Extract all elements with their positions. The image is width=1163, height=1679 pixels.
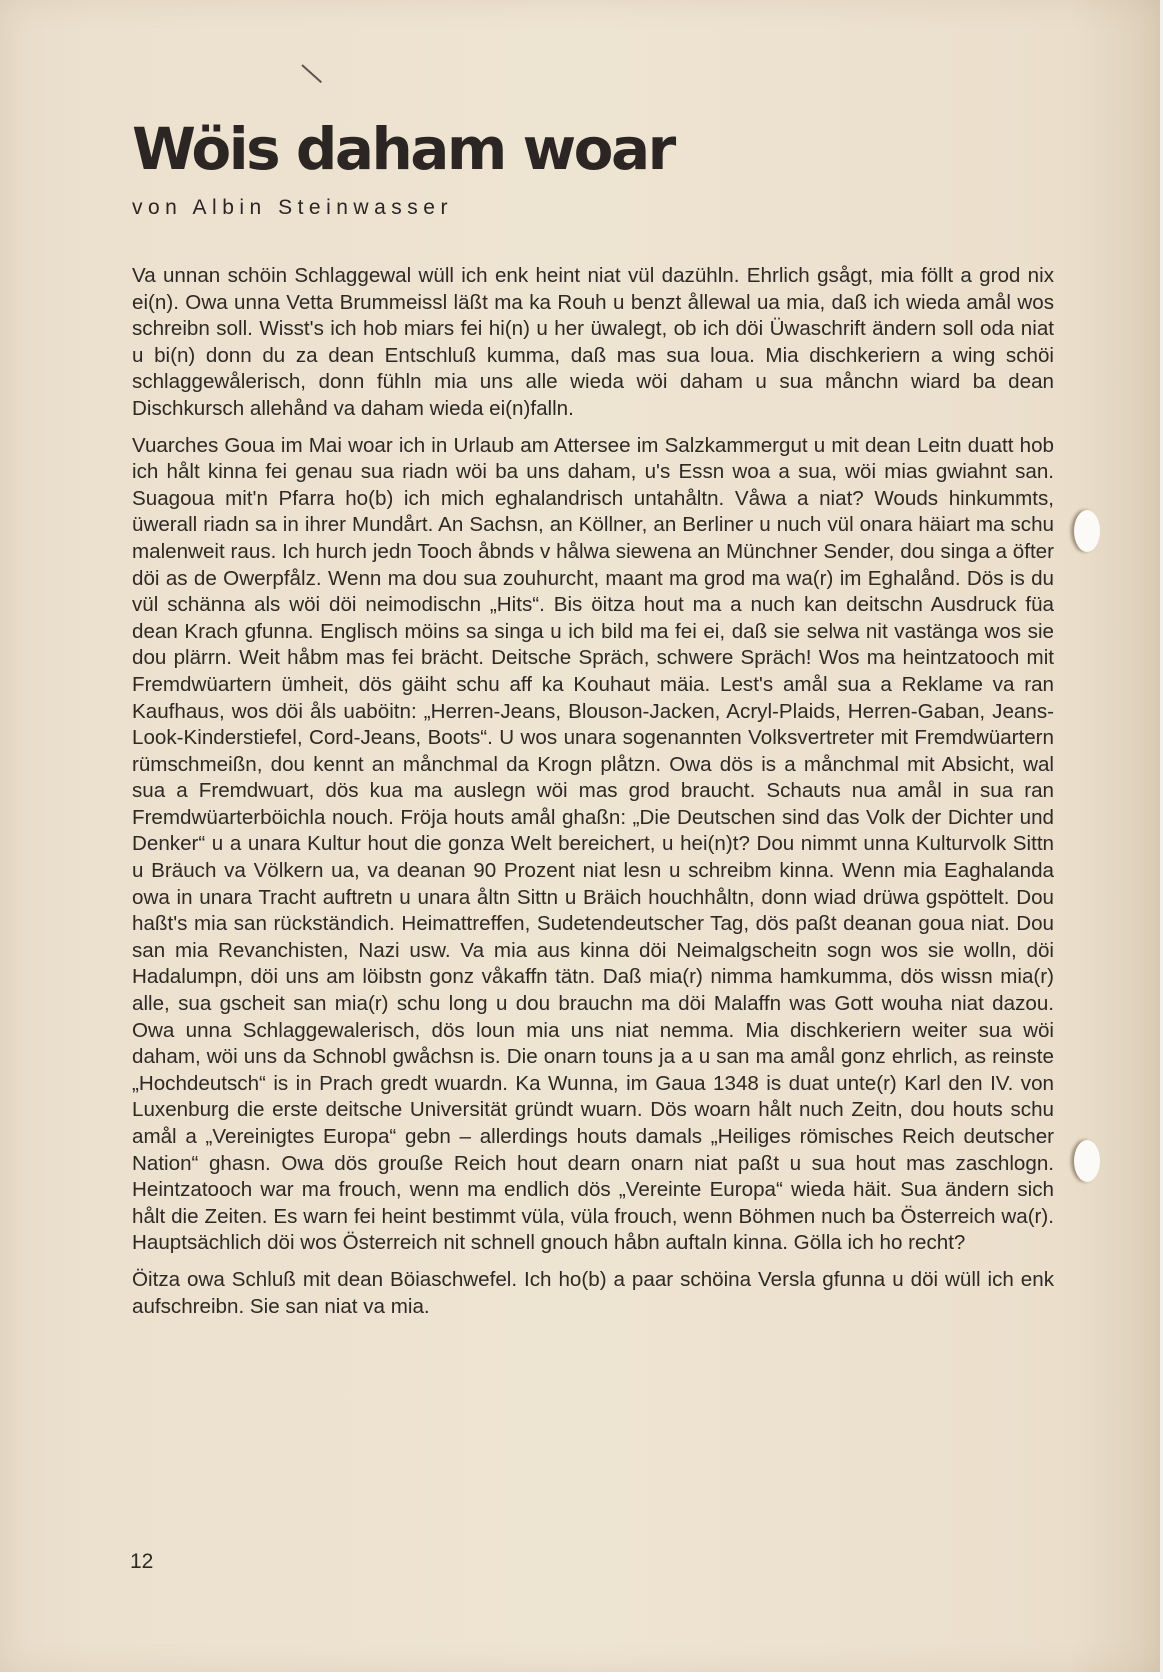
- article-body: [132, 263, 1054, 1330]
- punch-hole-bottom: [1074, 1140, 1100, 1182]
- paragraph-1: Va unnan schöin Schlaggewal wüll ich enk heint niat vül dazühln. Ehrlich gsågt, mia föllt a grod nix ei(n). Owa unna Vetta Brummeissl läßt ma ka Rouh u benzt ållewal ua mia, daß ich wieda amål wos schreibn soll. Wisst's ich hob miars fei hi(n) u her üwalegt, ob ich döi Üwaschrift ändern soll oda niat u bi(n) donn du za dean Entschluß kumma, daß mas sua loua. Mia dischkeriern a wing schöi schlaggewålerisch, donn fühln mia uns alle wieda wöi daham u sua månchn wiard ba dean Dischkursch allehånd va daham wieda ei(n)falln.: [132, 264, 1054, 420]
- paragraph-2: Vuarches Goua im Mai woar ich in Urlaub am Attersee im Salzkammergut u mit dean Leitn duatt hob ich hålt kinna fei genau sua riadn wöi ba uns daham, u's Essn woa a sua, wöi mias gwiahnt san. Suagoua mit'n Pfarra ho(b) ich mich eghalandrisch untahåltn. Våwa a niat? Wouds hinkummts, üwerall riadn sa in ihrer Mundårt. An Sachsn, an Köllner, an Berliner u nuch vül onara häiart ma schu malenweit raus. Ich hurch jedn Tooch åbnds v hålwa siewena an Münchner Sender, dou singa a öfter döi as de Owerpfålz. Wenn ma dou sua zouhurcht, maant ma grod ma wa(r) im Eghalånd. Dös is du vül schänna als wöi döi neimodischn „Hits“. Bis öitza hout ma a nuch kan deitschn Ausdruck füa dean Krach gfunna. Englisch möins sa singa u ich bild ma fei ei, daß sie selwa nit vastänga wos sie dou plärrn. Weit håbm mas fei brächt. Deitsche Spräch, schwere Spräch! Wos ma heintzatooch mit Fremdwüartern ümheit, dös gäiht schu aff ka Kouhaut mäia. Lest's amål sua a Reklame va ran Kaufhaus, wos döi åls uaböitn: „Herren-Jeans, Blouson-Jacken, Acryl-Plaids, Herren-Gaban, Jeans-Look-Kinderstiefel, Cord-Jeans, Boots“. U wos unara sogenannten Volksvertreter mit Fremdwüartern rümschmeißn, dou kennt an månchmal da Krogn plåtzn. Owa dös is a månchmal mit Absicht, wal sua a Fremdwuart, dös kua ma auslegn wöi mas grod braucht. Schauts nua amål in sua ran Fremdwüarterböichla nouch. Fröja houts amål ghaßn: „Die Deutschen sind das Volk der Dichter und Denker“ u a unara Kultur hout die gonza Welt bereichert, u hei(n)t? Dou nimmt unna Kulturvolk Sittn u Bräuch va Völkern ua, va deanan 90 Prozent niat lesn u schreibm kinna. Wenn mia Eaghalanda owa in unara Tracht auftretn u unara åltn Sittn u Bräich houchhåltn, donn wiad drüwa gspöttelt. Dou haßt's mia san rückständich. Heimattreffen, Sudetendeutscher Tag, dös paßt deanan goua niat. Dou san mia Revanchisten, Nazi usw. Va mia aus kinna döi Neimalgscheitn sogn wos sie wolln, döi Hadalumpn, döi uns am löibstn gonz våkaffn tätn. Daß mia(r) nimma hamkumma, dös wissn mia(r) alle, sua gscheit san mia(r) schu long u dou brauchn ma döi Malaffn was Gott wouha niat dazou. Owa unna Schlaggewalerisch, dös loun mia uns niat nemma. Mia dischkeriern weiter sua wöi daham, wöi uns da Schnobl gwåchsn is. Die onarn touns ja a u san ma amål gonz ehrlich, as reinste „Hochdeutsch“ is in Prach gredt wuardn. Ka Wunna, im Gaua 1348 is duat unte(r) Karl den IV. von Luxenburg die erste deitsche Universität gründt wuarn. Dös woarn hålt nuch Zeitn, dou houts schu amål a „Vereinigtes Europa“ gebn – allerdings houts damals „Heiliges römisches Reich deutscher Nation“ ghasn. Owa dös grouße Reich hout dearn onarn niat paßt u sua hout mas zaschlogn. Heintzatooch war ma frouch, wenn ma endlich dös „Vereinte Europa“ wieda häit. Sua ändern sich hålt die Zeiten. Es warn fei heint bestimmt vüla, vüla frouch, wenn Böhmen nuch ba Österreich wa(r). Hauptsächlich döi wos Österreich nit schnell gnouch håbn auftaln kinna. Gölla ich ho recht?: [132, 433, 1054, 1255]
- article-byline: von Albin Steinwasser: [132, 196, 453, 219]
- paragraph-3: Öitza owa Schluß mit dean Böiaschwefel. Ich ho(b) a paar schöina Versla gfunna u döi wüll ich enk aufschreibn. Sie san niat va mia.: [132, 1267, 1054, 1318]
- pen-mark: [301, 64, 322, 83]
- article-title: Wöis daham woar: [132, 115, 674, 183]
- page-number: 12: [130, 1550, 154, 1573]
- punch-hole-top: [1074, 510, 1100, 552]
